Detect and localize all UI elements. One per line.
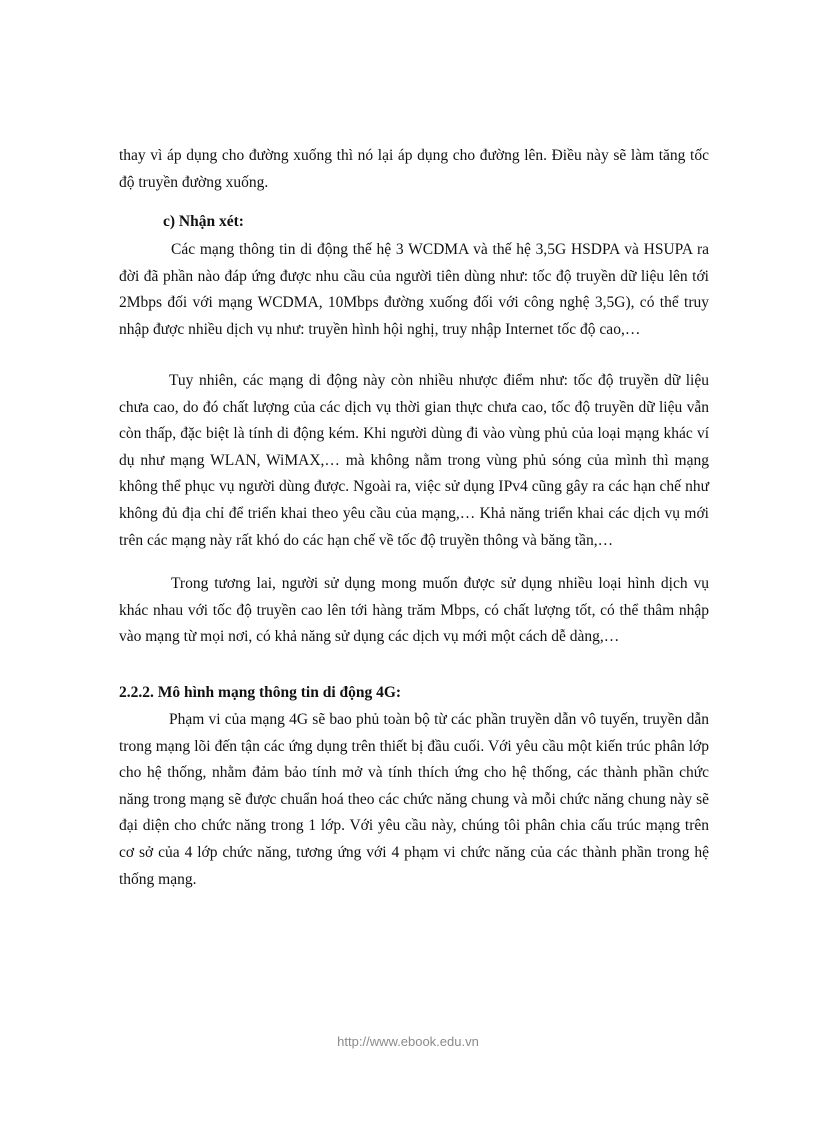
paragraph-remarks-3: Trong tương lai, người sử dụng mong muốn được sử dụng nhiều loại hình dịch vụ khác nhau với tốc độ truyền cao lên tới hàng trăm Mbps, có chất lượng tốt, có thể thâm nhập vào mạng từ mọi nơi, có khả năng sử dụng các dịch vụ mới một cách dễ dàng,… (119, 575, 709, 646)
paragraph-remarks-2: Tuy nhiên, các mạng di động này còn nhiều nhược điểm như: tốc độ truyền dữ liệu chưa cao, do đó chất lượng của các dịch vụ thời gian thực chưa cao, tốc độ truyền dữ liệu vẫn còn thấp, đặc biệt là tính di động kém. Khi người dùng đi vào vùng phủ của loại mạng khác ví dụ như mạng WLAN, WiMAX,… mà không nằm trong vùng phủ sóng của mình thì mạng không thể phục vụ người dùng được. Ngoài ra, việc sử dụng IPv4 cũng gây ra các hạn chế như không đủ địa chỉ để triển khai theo yêu cầu của mạng,… Khả năng triển khai các dịch vụ mới trên các mạng này rất khó do các hạn chế về tốc độ truyền thông và băng tần,… (119, 372, 709, 549)
paragraph-remarks-1: Các mạng thông tin di động thế hệ 3 WCDMA và thế hệ 3,5G HSDPA và HSUPA ra đời đã phần nào đáp ứng được nhu cầu của người tiên dùng như: tốc độ truyền dữ liệu lên tới 2Mbps đối với mạng WCDMA, 10Mbps đường xuống đối với công nghệ 3,5G), có thể truy nhập được nhiều dịch vụ như: truyền hình hội nghị, truy nhập Internet tốc độ cao,… (119, 241, 709, 338)
paragraph-4g-model: Phạm vi của mạng 4G sẽ bao phủ toàn bộ từ các phần truyền dẫn vô tuyến, truyền dẫn trong mạng lõi đến tận các ứng dụng trên thiết bị đầu cuối. Với yêu cầu một kiến trúc phân lớp cho hệ thống, nhằm đảm bảo tính mở và tính thích ứng cho hệ thống, các thành phần chức năng trong mạng sẽ được chuẩn hoá theo các chức năng chung và mỗi chức năng chung này sẽ đại diện cho chức năng trong 1 lớp. Với yêu cầu này, chúng tôi phân chia cấu trúc mạng trên cơ sở của 4 lớp chức năng, tương ứng với 4 phạm vi chức năng của các thành phần trong hệ thống mạng. (119, 711, 709, 888)
section-heading-2-2-2: 2.2.2. Mô hình mạng thông tin di động 4G: (119, 684, 402, 701)
footer-url: http://www.ebook.edu.vn (337, 1034, 479, 1049)
section-heading-c: c) Nhận xét: (163, 213, 244, 230)
paragraph-intro: thay vì áp dụng cho đường xuống thì nó lại áp dụng cho đường lên. Điều này sẽ làm tăng tốc độ truyền đường xuống. (119, 147, 709, 191)
